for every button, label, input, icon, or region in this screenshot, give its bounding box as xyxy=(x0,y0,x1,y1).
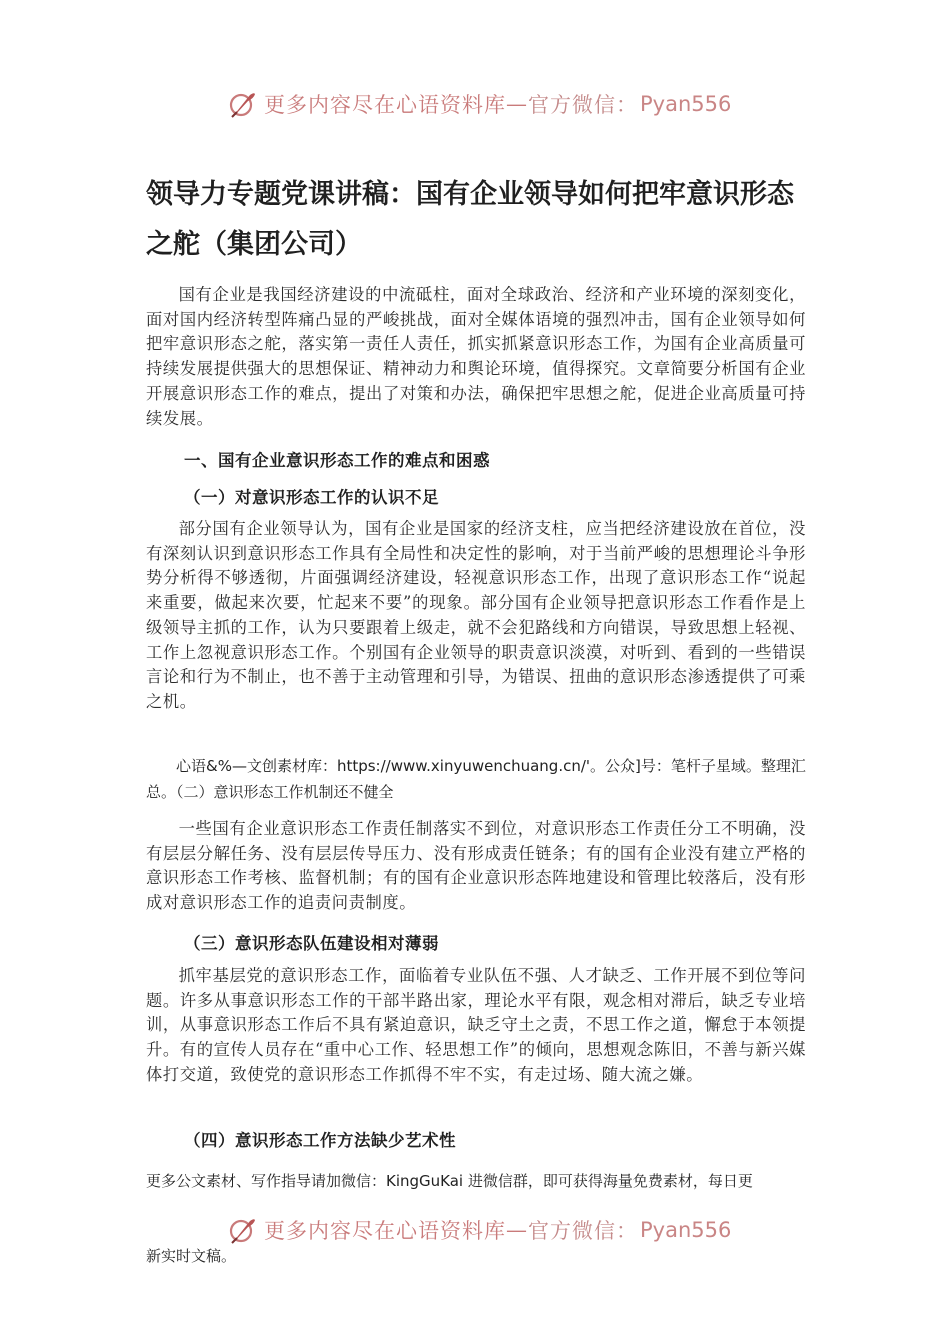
paragraph-team: 抓牢基层党的意识形态工作，面临着专业队伍不强、人才缺乏、工作开展不到位等问题。许多从事意识形态工作的干部半路出家，理论水平有限，观念相对滞后，缺乏专业培训，从事意识形态工作后不具有紧迫意识，缺乏守土之责，不思工作之道，懈怠于本领提升。有的宣传人员存在“重中心工作、轻思想工作”的倾向，思想观念陈旧，不善与新兴媒体打交道，致使党的意识形态工作抓得不牢不实，有走过场、随大流之嫌。 xyxy=(146,966,806,1084)
subsection-heading-1: （一）对意识形态工作的认识不足 xyxy=(184,488,439,507)
inserted-note: 心语&%—文创素材库：https://www.xinyuwenchuang.cn/'。公众]号：笔杆子星域。整理汇总。（二）意识形态工作机制还不健全 xyxy=(146,757,806,801)
quill-logo-icon xyxy=(228,1215,258,1245)
document-title: 领导力专题党课讲稿：国有企业领导如何把牢意识形态之舵（集团公司） xyxy=(146,179,794,260)
watermark-dash: — xyxy=(506,92,528,116)
subsection-heading-3: （三）意识形态队伍建设相对薄弱 xyxy=(184,934,439,953)
watermark-main-text: 更多内容尽在心语资料库 xyxy=(264,93,506,117)
watermark-label: 官方微信： xyxy=(528,1219,638,1243)
intro-paragraph: 国有企业是我国经济建设的中流砥柱，面对全球政治、经济和产业环境的深刻变化，面对国内经济转型阵痛凸显的严峻挑战，面对全媒体语境的强烈冲击，国有企业领导如何把牢意识形态之舵，落实第一责任人责任，抓实抓紧意识形态工作，为国有企业高质量可持续发展提供强大的思想保证、精神动力和舆论环境，值得探究。文章简要分析国有企业开展意识形态工作的难点，提出了对策和办法，确保把牢思想之舵，促进企业高质量可持续发展。 xyxy=(146,285,806,428)
watermark-id: Pyan556 xyxy=(640,92,732,116)
watermark-label: 官方微信： xyxy=(528,93,638,117)
subsection-heading-4: （四）意识形态工作方法缺少艺术性 xyxy=(184,1131,456,1150)
footer-promo-line: 更多公文素材、写作指导请加微信：KingGuKai 进微信群，即可获得海量免费素材，每日更 xyxy=(146,1172,753,1190)
watermark-dash: — xyxy=(506,1218,528,1242)
paragraph-mechanism: 一些国有企业意识形态工作责任制落实不到位，对意识形态工作责任分工不明确，没有层层分解任务、没有层层传导压力、没有形成责任链条；有的国有企业没有建立严格的意识形态工作考核、监督机制；有的国有企业意识形态阵地建设和管理比较落后，没有形成对意识形态工作的追责问责制度。 xyxy=(146,819,806,913)
quill-logo-icon xyxy=(228,89,258,119)
footer-promo-line-end: 新实时文稿。 xyxy=(146,1247,237,1265)
watermark-main-text: 更多内容尽在心语资料库 xyxy=(264,1219,506,1243)
watermark-banner-bottom xyxy=(228,1212,731,1248)
paragraph-awareness: 部分国有企业领导认为，国有企业是国家的经济支柱，应当把经济建设放在首位，没有深刻认识到意识形态工作具有全局性和决定性的影响，对于当前严峻的思想理论斗争形势分析得不够透彻，片面强调经济建设，轻视意识形态工作，出现了意识形态工作“说起来重要，做起来次要，忙起来不要”的现象。部分国有企业领导把意识形态工作看作是上级领导主抓的工作，认为只要跟着上级走，就不会犯路线和方向错误，导致思想上轻视、工作上忽视意识形态工作。个别国有企业领导的职责意识淡漠，对听到、看到的一些错误言论和行为不制止，也不善于主动管理和引导，为错误、扭曲的意识形态渗透提供了可乘之机。 xyxy=(146,519,806,711)
watermark-id: Pyan556 xyxy=(640,1218,732,1242)
section-heading-1: 一、国有企业意识形态工作的难点和困惑 xyxy=(184,451,490,470)
watermark-banner-top xyxy=(228,86,731,122)
